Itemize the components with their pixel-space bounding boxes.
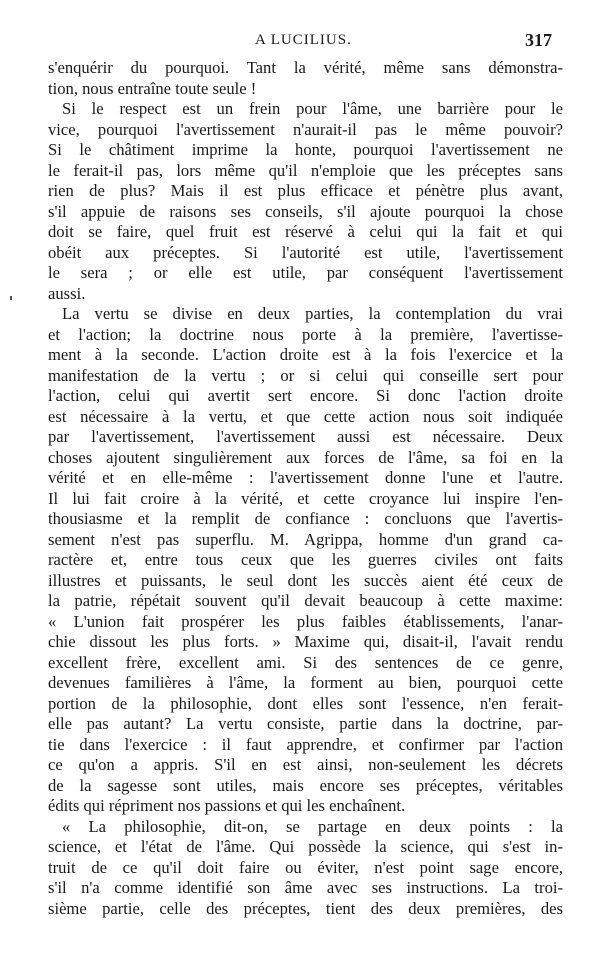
text-line: est nécessaire à la vertu, et que cette action nous soit indiquée	[48, 406, 563, 426]
running-head-title: A LUCILIUS.	[255, 32, 352, 48]
text-line: rien de plus? Mais il est plus efficace et pénètre plus avant,	[48, 181, 563, 200]
text-line: s'il appuie de raisons ses conseils, s'il ajoute pourquoi la chose	[48, 201, 563, 221]
text-line: aussi.	[48, 283, 86, 303]
text-line: La vertu se divise en deux parties, la contemplation du vrai	[62, 304, 563, 323]
text-line: tie dans l'exercice : il faut apprendre, et confirmer par l'action	[48, 734, 563, 754]
text-line: le ferait-il pas, lors même qu'il n'emploie que les préceptes sans	[48, 160, 563, 180]
body-text	[48, 58, 563, 919]
text-line: « L'union fait prospérer les plus faibles établissements, l'anar-	[48, 611, 563, 631]
text-line: illustres et puissants, le seul dont les succès aient été ceux de	[48, 570, 563, 590]
text-line: elle pas autant? La vertu consiste, partie dans la doctrine, par-	[48, 714, 563, 733]
text-line: science, et l'état de l'âme. Qui possède la science, qui s'est in-	[48, 837, 563, 856]
text-line: vice, pourquoi l'avertissement n'aurait-il pas le même pouvoir?	[48, 119, 563, 139]
text-line: choses ajoutent singulièrement aux forces de l'âme, sa foi en la	[48, 447, 563, 467]
text-line: par l'avertissement, l'avertissement aussi est nécessaire. Deux	[48, 427, 563, 446]
text-line: ractère et, entre tous ceux que les guerres civiles ont faits	[48, 550, 563, 569]
text-line: sement n'est pas superflu. M. Agrippa, homme d'un grand ca-	[48, 529, 563, 549]
text-line: devenues familières à l'âme, la forment au bien, pourquoi cette	[48, 673, 563, 692]
text-line: portion de la philosophie, dont elles sont l'essence, n'en ferait-	[48, 693, 563, 713]
text-line: le sera ; or elle est utile, par conséquent l'avertissement	[48, 263, 563, 282]
text-line: sième partie, celle des préceptes, tient des deux premières, des	[48, 898, 563, 918]
text-line: excellent frère, excellent ami. Si des sentences de ce genre,	[48, 652, 563, 672]
text-line: Si le châtiment imprime la honte, pourquoi l'avertissement ne	[48, 140, 563, 159]
text-line: « La philosophie, dit-on, se partage en deux points : la	[62, 816, 563, 836]
text-line: ce qu'on a appris. S'il en est ainsi, non-seulement les décrets	[48, 755, 563, 774]
running-head	[40, 30, 560, 54]
text-line: Il lui fait croire à la vérité, et cette croyance lui inspire l'en-	[48, 488, 563, 508]
text-line: thousiasme et la remplit de confiance : concluons que l'avertis-	[48, 509, 563, 528]
text-line: et l'action; la doctrine nous porte à la première, l'avertisse-	[48, 324, 563, 344]
text-line: s'il n'a comme identifié son âme avec ses instructions. La troi-	[48, 878, 563, 897]
page-number: 317	[525, 30, 552, 50]
text-line: édits qui répriment nos passions et qui les enchaînent.	[48, 796, 406, 815]
text-line: vérité et en elle-même : l'avertissement donne l'une et l'autre.	[48, 468, 563, 487]
text-line: truit de ce qu'il doit faire ou éviter, n'est point sage encore,	[48, 857, 563, 877]
text-line: la patrie, répétait souvent qu'il devait beaucoup à cette maxime:	[48, 591, 563, 610]
text-line: Si le respect est un frein pour l'âme, une barrière pour le	[62, 99, 563, 118]
text-line: l'action, celui qui avertit sert encore. Si donc l'action droite	[48, 386, 563, 405]
text-line: manifestation de la vertu ; or si celui qui conseille sert pour	[48, 365, 563, 385]
text-line: de la sagesse sont utiles, mais encore ses préceptes, véritables	[48, 775, 563, 795]
text-line: doit se faire, quel fruit est réservé à celui qui la fait et qui	[48, 222, 563, 241]
text-line: obéit aux préceptes. Si l'autorité est utile, l'avertissement	[48, 242, 563, 262]
text-line: s'enquérir du pourquoi. Tant la vérité, même sans démonstra-	[48, 58, 563, 77]
text-line: tion, nous entraîne toute seule !	[48, 78, 257, 98]
margin-mark	[10, 296, 12, 300]
text-line: chie dissout les plus forts. » Maxime qui, disait-il, l'avait rendu	[48, 632, 563, 651]
text-line: ment à la seconde. L'action droite est à la fois l'exercice et la	[48, 345, 563, 364]
